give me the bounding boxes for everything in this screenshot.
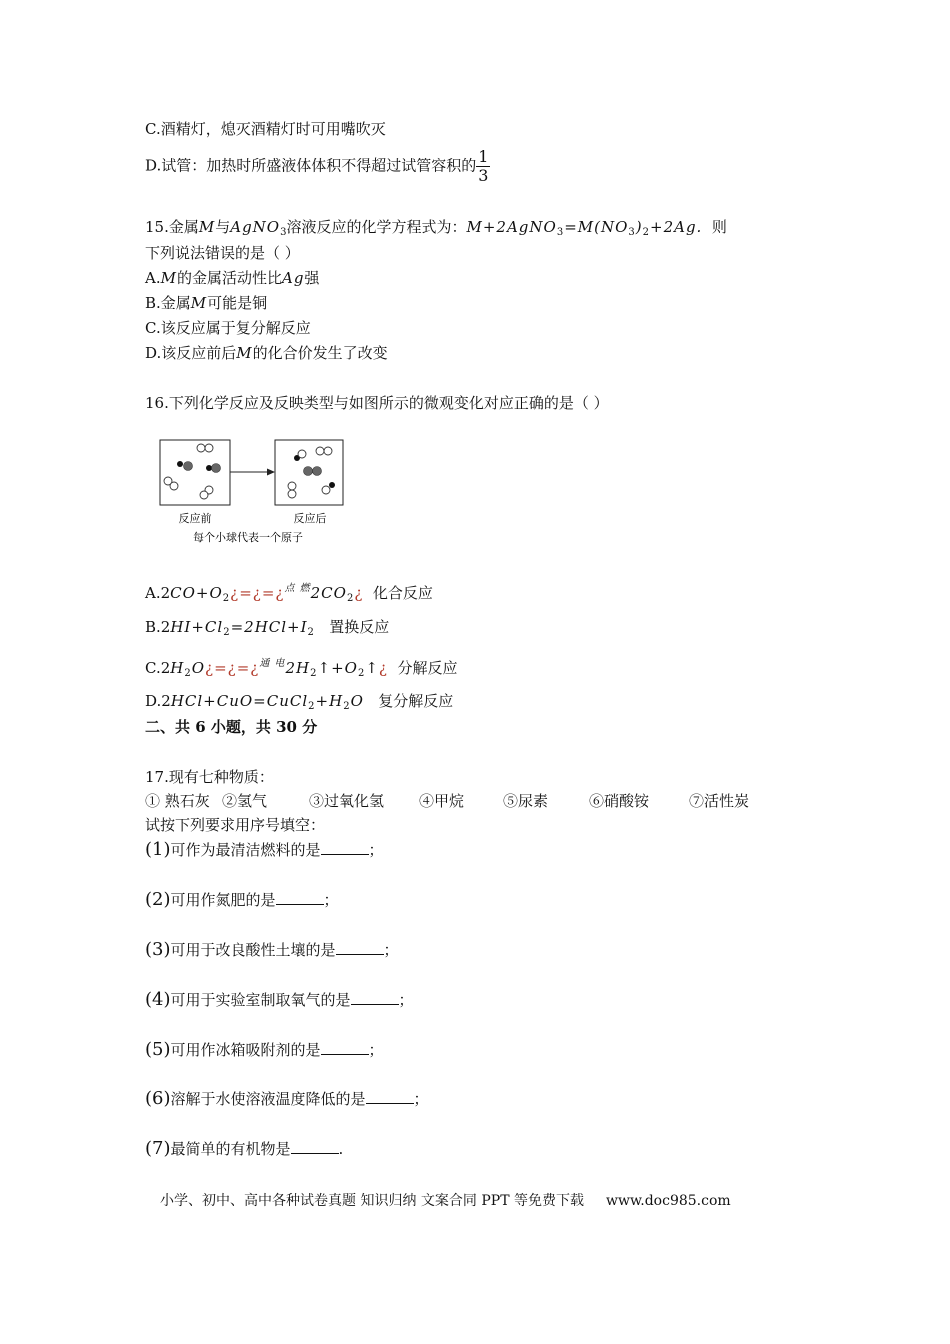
after-label: 反应后 [293, 512, 327, 525]
atom-white [298, 450, 306, 458]
q14-option-c: C.酒精灯，熄灭酒精灯时可用嘴吹灭 [145, 120, 386, 138]
q15-stem-line2: 下列说法错误的是（ ） [145, 244, 300, 262]
q14-option-d-text: D.试管：加热时所盛液体体积不得超过试管容积的 [145, 156, 477, 175]
atom-white [322, 486, 330, 494]
q15-option-c: C.该反应属于复分解反应 [145, 319, 311, 337]
reaction-diagram [155, 436, 355, 548]
answer-blank[interactable] [366, 1089, 414, 1104]
atom-white [197, 444, 205, 452]
atom-black [206, 465, 212, 471]
q17-item-6: (6)溶解于水使溶液温度降低的是 ； [145, 1088, 429, 1109]
q15-equation: $M+2AgNO_3=M(NO_3)_2+2Ag$. [466, 218, 703, 238]
page-footer [160, 1190, 731, 1210]
q17-instruction: 试按下列要求用序号填空： [145, 816, 326, 834]
q15-stem: 15.金属M与AgNO$_3$溶液反应的化学方程式为：$M+2AgNO_3=M(NO_3)_2+2Ag$. 则 [145, 218, 727, 238]
atom-grey [304, 467, 313, 476]
answer-blank[interactable] [291, 1139, 339, 1154]
q16-option-d: $D.2HCl+CuO=CuCl_2+H_2O$ 复分解反应 [145, 692, 454, 712]
atom-white [205, 444, 213, 452]
answer-blank[interactable] [351, 990, 399, 1005]
diagram-caption: 每个小球代表一个原子 [193, 531, 303, 544]
before-box [160, 440, 230, 505]
section-heading: 二、共 6 小题，共 30 分 [145, 718, 318, 736]
atom-white [170, 482, 178, 490]
q17-options: ① 熟石灰 ②氢气 ③过氧化氢 ④甲烷 ⑤尿素 ⑥硝酸铵 ⑦活性炭 [145, 792, 750, 810]
q17-item-4: (4)可用于实验室制取氧气的是 ； [145, 989, 414, 1010]
q17-item-5: (5)可用作冰箱吸附剂的是 ； [145, 1039, 384, 1060]
before-label: 反应前 [178, 512, 212, 525]
q17-stem: 17.现有七种物质： [145, 768, 274, 786]
atom-white [316, 447, 324, 455]
q17-item-1: (1)可作为最清洁燃料的是 ； [145, 839, 384, 860]
q15-option-b: B.金属M可能是铜 [145, 294, 268, 312]
q16-option-b: $B.2HI+Cl_2=2HCl+I_2$ 置换反应 [145, 618, 390, 638]
q15-option-d: D.该反应前后M的化合价发生了改变 [145, 344, 388, 362]
answer-blank[interactable] [336, 940, 384, 955]
atom-grey [184, 462, 193, 471]
q16-option-c: $C.2H_2O¿=¿=¿^{通 电}2H_2↑+O_2↑¿$ 分解反应 [145, 658, 458, 679]
atom-black [329, 482, 335, 488]
atom-grey [313, 467, 322, 476]
atom-white [200, 491, 208, 499]
q16-stem: 16.下列化学反应及反映类型与如图所示的微观变化对应正确的是（ ） [145, 394, 609, 412]
fraction: $\frac{1}{3}$ [478, 147, 489, 185]
arrow-head [267, 469, 275, 476]
atom-white [288, 490, 296, 498]
q17-item-3: (3)可用于改良酸性土壤的是 ； [145, 939, 399, 960]
answer-blank[interactable] [321, 1040, 369, 1055]
footer-text: 小学、初中、高中各种试卷真题 知识归纳 文案合同 PPT 等免费下载 [160, 1193, 584, 1209]
q16-option-a: $A.2CO+O_2¿=¿=¿^{点 燃}2CO_2¿$ 化合反应 [145, 583, 433, 604]
atom-white [324, 447, 332, 455]
answer-blank[interactable] [276, 890, 324, 905]
q17-item-7: (7)最简单的有机物是 . [145, 1138, 344, 1159]
q14-option-d [145, 148, 490, 185]
atom-black [177, 461, 183, 467]
q17-item-2: (2)可用作氮肥的是 ； [145, 889, 339, 910]
q15-option-a: A.M的金属活动性比Ag强 [145, 269, 320, 287]
answer-blank[interactable] [321, 840, 369, 855]
atom-white [288, 482, 296, 490]
atom-grey [212, 464, 221, 473]
footer-link[interactable]: www.doc985.com [605, 1193, 731, 1209]
